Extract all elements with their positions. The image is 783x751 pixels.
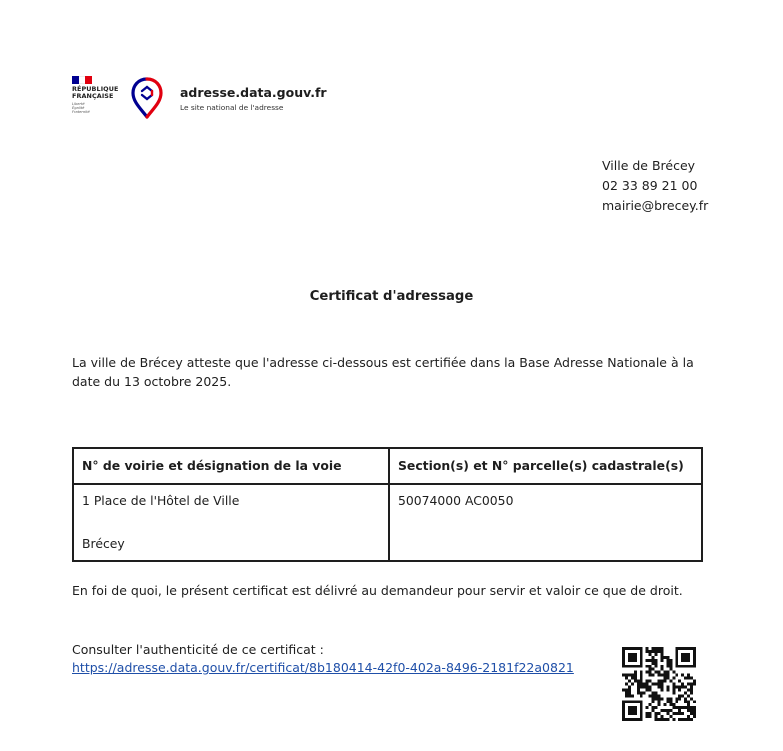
authenticity-label: Consulter l'authenticité de ce certificat :	[72, 642, 324, 657]
flag-icon	[72, 76, 92, 84]
intro-paragraph: La ville de Brécey atteste que l'adresse ci-dessous est certifiée dans la Base Adresse Nationale à la date du 13 octobre 2025.	[72, 355, 694, 389]
parcelle-cell	[389, 484, 702, 561]
parcelle-column-header: Section(s) et N° parcelle(s) cadastrale(s)	[389, 448, 702, 484]
table-row	[73, 484, 702, 561]
contact-email: mairie@brecey.fr	[602, 198, 709, 214]
authenticity-block	[72, 641, 574, 677]
site-name: adresse.data.gouv.fr	[180, 85, 327, 100]
devise-liberte: Liberté	[72, 102, 85, 106]
certificate-link[interactable]: https://adresse.data.gouv.fr/certificat/8b180414-42f0-402a-8496-2181f22a0821	[72, 660, 574, 675]
voie-cell	[73, 484, 389, 561]
republique-francaise-logo	[72, 76, 118, 115]
republique-line-2: FRANÇAISE	[72, 92, 114, 100]
devise-fraternite: Fraternité	[72, 110, 90, 115]
site-brand	[180, 85, 327, 112]
contact-city: Ville de Brécey	[602, 158, 696, 173]
closing-statement: En foi de quoi, le présent certificat est délivré au demandeur pour servir et valoir ce que de droit.	[72, 583, 683, 598]
site-tagline: Le site national de l'adresse	[180, 103, 284, 112]
address-table	[72, 447, 703, 562]
voie-column-header: N° de voirie et désignation de la voie	[73, 448, 389, 484]
commune-value: Brécey	[82, 536, 125, 551]
contact-block	[602, 156, 708, 217]
devise-egalite: Égalité	[72, 106, 85, 111]
contact-phone: 02 33 89 21 00	[602, 178, 698, 194]
voie-value: 1 Place de l'Hôtel de Ville	[82, 493, 240, 508]
qr-code	[622, 647, 696, 721]
adresse-pin-icon	[130, 76, 164, 120]
parcelle-value: 50074000 AC0050	[398, 493, 514, 508]
republique-line-1: RÉPUBLIQUE	[72, 85, 119, 93]
table-header-row	[73, 448, 702, 484]
page-title: Certificat d'adressage	[309, 289, 474, 304]
